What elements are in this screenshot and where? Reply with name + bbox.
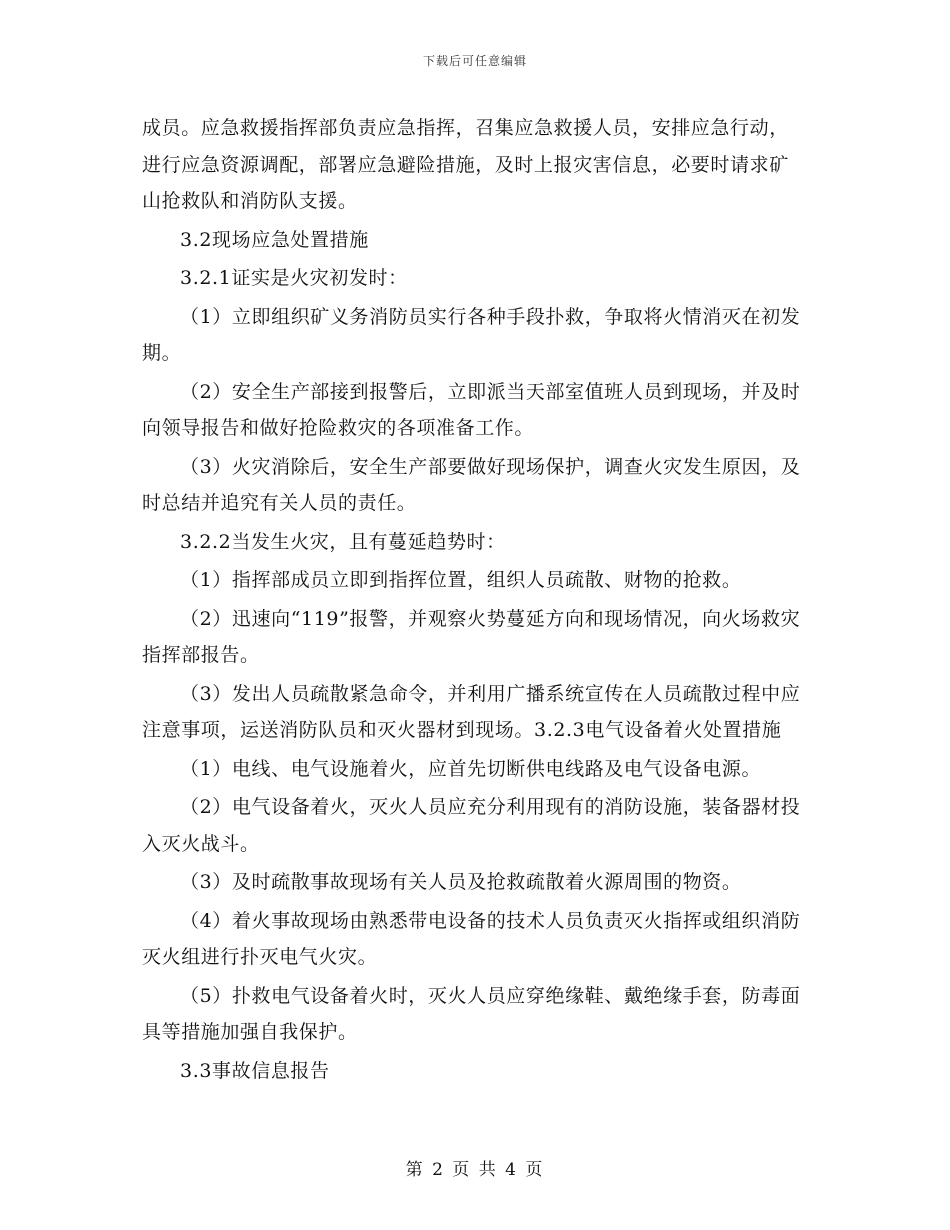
list-item-7: （1）电线、电气设施着火，应首先切断供电线路及电气设备电源。 — [180, 757, 762, 780]
document-body — [142, 110, 807, 1091]
list-item-3: （3）火灾消除后，安全生产部要做好现场保护，调查火灾发生原因，及时总结并追究有关人员的责任。 — [142, 455, 801, 514]
list-item-9: （3）及时疏散事故现场有关人员及抢救疏散着火源周围的物资。 — [180, 871, 742, 893]
paragraph-1: 成员。应急救援指挥部负责应急指挥，召集应急救援人员，安排应急行动，进行应急资源调配，部署应急避险措施，及时上报灾害信息，必要时请求矿山抢救队和消防队支援。 — [142, 117, 789, 212]
list-item-2: （2）安全生产部接到报警后，立即派当天部室值班人员到现场，并及时向领导报告和做好抢险救灾的各项准备工作。 — [142, 380, 801, 439]
list-item-11: （5）扑救电气设备着火时，灭火人员应穿绝缘鞋、戴绝缘手套，防毒面具等措施加强自我保护。 — [142, 984, 801, 1043]
section-heading-3-2: 3.2现场应急处置措施 — [180, 228, 369, 251]
list-item-4: （1）指挥部成员立即到指挥位置，组织人员疏散、财物的抢救。 — [180, 569, 742, 591]
list-item-6: （3）发出人员疏散紧急命令，并利用广播系统宣传在人员疏散过程中应注意事项，运送消防队员和灭火器材到现场。3.2.3电气设备着火处置措施 — [142, 682, 801, 741]
page-number-footer: 第 2 页 共 4 页 — [405, 1160, 545, 1180]
subsection-heading-3-2-2: 3.2.2当发生火灾，且有蔓延趋势时： — [180, 530, 506, 553]
list-item-1: （1）立即组织矿义务消防员实行各种手段扑救，争取将火情消灭在初发期。 — [142, 305, 801, 364]
section-heading-3-3: 3.3事故信息报告 — [180, 1059, 330, 1082]
subsection-heading-3-2-1: 3.2.1证实是火灾初发时： — [180, 267, 408, 289]
list-item-5: （2）迅速向“119”报警，并观察火势蔓延方向和现场情况，向火场救灾指挥部报告。 — [142, 607, 801, 666]
list-item-10: （4）着火事故现场由熟悉带电设备的技术人员负责灭火指挥或组织消防灭火组进行扑灭电气火灾。 — [142, 909, 801, 968]
list-item-8: （2）电气设备着火，灭火人员应充分利用现有的消防设施，装备器材投入灭火战斗。 — [142, 796, 801, 855]
page-header-note: 下载后可任意编辑 — [422, 54, 527, 68]
